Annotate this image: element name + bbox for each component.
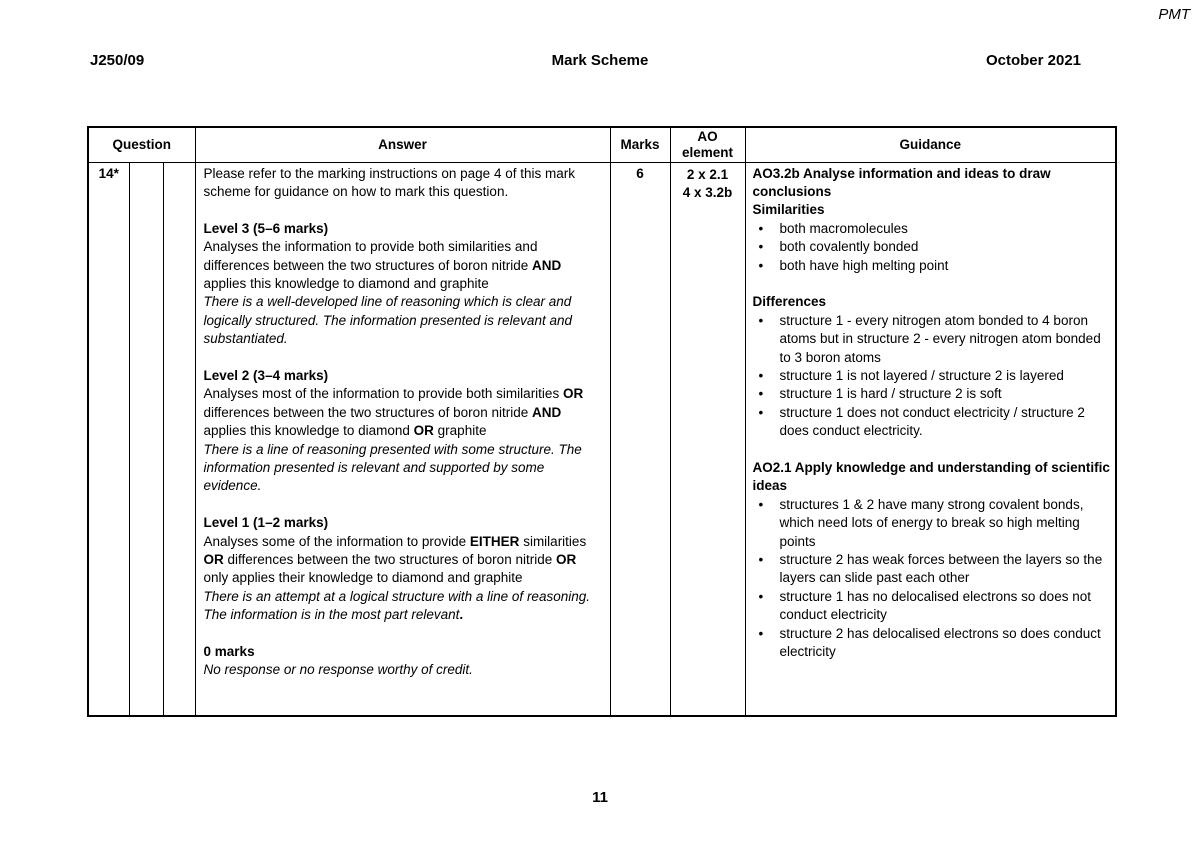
bullet-item <box>753 220 1111 238</box>
marks-cell: 6 <box>610 162 670 716</box>
bullet-marker: • <box>758 496 764 512</box>
table-row <box>88 162 1116 716</box>
paragraph: Similarities <box>752 202 825 218</box>
bullet-text: structure 1 - every nitrogen atom bonded to 4 boron atoms but in structure 2 - every nitrogen atom bonded to 3 boron atoms <box>779 312 1101 365</box>
paragraph: Level 3 (5–6 marks) <box>203 220 329 236</box>
paragraph: Level 2 (3–4 marks) <box>203 367 329 383</box>
paragraph: There is a well-developed line of reasoning which is clear and logically structured. The information presented is relevant and substantiated. <box>203 294 572 347</box>
paper-code: J250/09 <box>90 52 145 69</box>
page-number: 11 <box>592 789 608 806</box>
bullet-item <box>753 404 1111 441</box>
bullet-text: both have high melting point <box>779 257 949 273</box>
paragraph: Analyses the information to provide both similarities and differences between the two structures of boron nitride AND applies this knowledge to diamond and graphite <box>203 239 562 291</box>
blank-line <box>753 441 1111 459</box>
column-header-ao-element: AO element <box>670 127 745 162</box>
paragraph: 0 marks <box>203 644 255 659</box>
bullet-text: structure 1 does not conduct electricity / structure 2 does conduct electricity. <box>779 404 1085 439</box>
bullet-item <box>753 238 1111 256</box>
bullet-marker: • <box>758 588 764 604</box>
paragraph: Level 1 (1–2 marks) <box>203 515 329 531</box>
paragraph: Analyses some of the information to provide EITHER similarities OR differences between the two structures of boron nitride OR only applies their knowledge to diamond and graphite <box>203 533 587 586</box>
bullet-text: both macromolecules <box>779 220 908 236</box>
bullet-text: structure 2 has delocalised electrons so does conduct electricity <box>779 625 1101 660</box>
blank-line <box>204 496 603 514</box>
bullet-item <box>753 257 1111 275</box>
column-header-question: Question <box>88 127 195 162</box>
bullet-marker: • <box>758 625 764 641</box>
bullet-item <box>753 588 1111 625</box>
question-number-cell: 14* <box>88 162 129 716</box>
bullet-item <box>753 496 1111 551</box>
bullet-marker: • <box>758 552 764 567</box>
paragraph: Differences <box>752 294 827 310</box>
answer-cell <box>195 162 610 716</box>
bullet-marker: • <box>758 220 764 236</box>
bullet-item <box>753 367 1111 385</box>
blank-line <box>204 349 603 367</box>
bullet-item <box>753 385 1111 403</box>
paragraph: AO3.2b Analyse information and ideas to draw conclusions <box>752 165 1051 199</box>
paragraph: There is an attempt at a logical structure with a line of reasoning. The information is in the most part relevant. <box>203 588 590 623</box>
bullet-text: structure 1 is hard / structure 2 is soft <box>779 386 1002 402</box>
question-subpart-cell <box>163 162 195 716</box>
bullet-item <box>753 551 1111 588</box>
guidance-cell <box>745 162 1116 716</box>
paragraph: Please refer to the marking instructions on page 4 of this mark scheme for guidance on how to mark this question. <box>203 165 575 199</box>
table-header-row <box>88 127 1116 162</box>
column-header-answer: Answer <box>195 127 610 162</box>
bullet-marker: • <box>758 386 764 402</box>
ao-element-line: 2 x 2.1 <box>686 166 729 182</box>
question-subpart-cell <box>129 162 163 716</box>
bullet-marker: • <box>758 404 764 420</box>
document-header <box>0 52 1200 72</box>
blank-line <box>204 625 603 643</box>
pmt-watermark: PMT <box>1158 6 1190 23</box>
paragraph: No response or no response worthy of credit. <box>203 662 473 678</box>
blank-line <box>204 201 603 219</box>
mark-scheme-table <box>87 126 1117 717</box>
bullet-marker: • <box>758 239 764 255</box>
blank-line <box>753 275 1111 293</box>
column-header-guidance: Guidance <box>745 127 1116 162</box>
paragraph: AO2.1 Apply knowledge and understanding of scientific ideas <box>752 459 1110 494</box>
bullet-marker: • <box>758 367 764 383</box>
column-header-marks: Marks <box>610 127 670 162</box>
paragraph: There is a line of reasoning presented with some structure. The information presented is relevant and supported by some evidence. <box>203 441 582 494</box>
session-date: October 2021 <box>985 52 1081 69</box>
bullet-item <box>753 312 1111 367</box>
bullet-item <box>753 625 1111 662</box>
bullet-text: structure 2 has weak forces between the layers so the layers can slide past each other <box>779 552 1103 586</box>
ao-element-line: 4 x 3.2b <box>682 184 733 200</box>
bullet-text: structure 1 is not layered / structure 2 is layered <box>779 367 1064 383</box>
bullet-marker: • <box>758 257 764 273</box>
document-title: Mark Scheme <box>551 52 649 69</box>
bullet-text: structures 1 & 2 have many strong covalent bonds, which need lots of energy to break so high melting points <box>779 496 1084 549</box>
ao-element-cell <box>670 162 745 716</box>
bullet-marker: • <box>758 312 764 328</box>
paragraph: Analyses most of the information to provide both similarities OR differences between the two structures of boron nitride AND applies this knowledge to diamond OR graphite <box>203 386 584 439</box>
bullet-text: structure 1 has no delocalised electrons so does not conduct electricity <box>779 588 1091 623</box>
bullet-text: both covalently bonded <box>779 239 919 255</box>
